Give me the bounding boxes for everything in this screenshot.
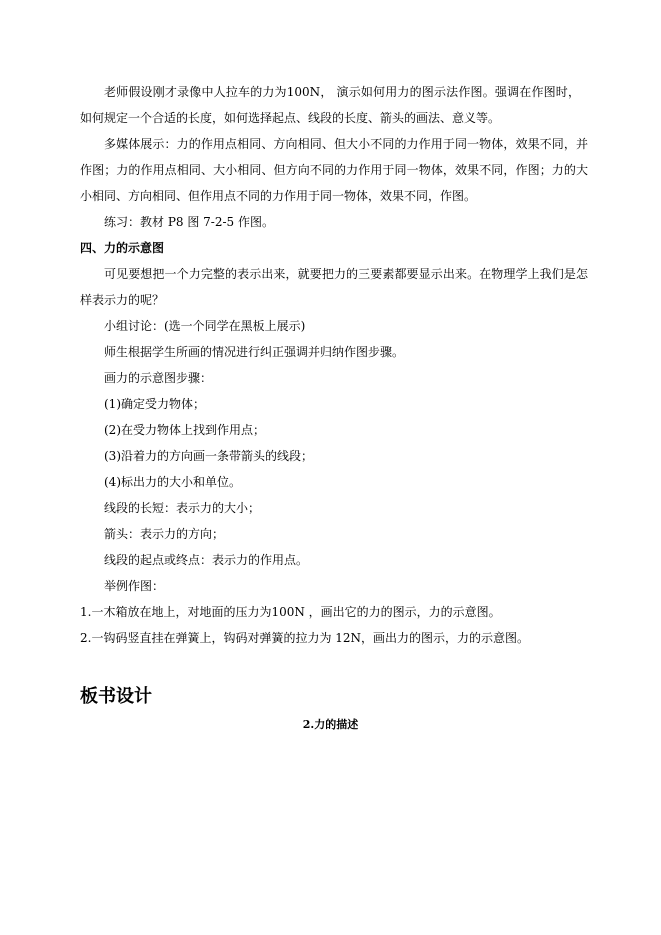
board-design-subtitle: 2.力的描述 (302, 718, 359, 731)
group-discussion-line: 小组讨论：(选一个同学在黑板上展示) (104, 319, 306, 333)
step-item: (3)沿着力的方向画一条带箭头的线段； (104, 449, 313, 463)
meaning-item: 箭头：表示力的方向； (104, 527, 225, 541)
meaning-item: 线段的起点或终点：表示力的作用点。 (104, 553, 309, 567)
example-item: 2.一钩码竖直挂在弹簧上，钩码对弹簧的拉力为 12N，画出力的图示，力的示意图。 (80, 631, 530, 645)
board-design-title: 板书设计 (80, 686, 152, 707)
step-item: (4)标出力的大小和单位。 (104, 475, 241, 489)
step-item: (1)确定受力物体； (104, 397, 205, 411)
step-item: (2)在受力物体上找到作用点； (104, 423, 265, 437)
examples-title: 举例作图： (104, 579, 165, 593)
question-paragraph: 可见要想把一个力完整的表示出来，就要把力的三要素都要显示出来。在物理学上我们是怎样表示力的呢？ (80, 267, 588, 307)
example-item: 1.一木箱放在地上，对地面的压力为100N ，画出它的力的图示，力的示意图。 (80, 605, 501, 619)
correction-line: 师生根据学生所画的情况进行纠正强调并归纳作图步骤。 (104, 345, 405, 359)
section-heading: 四、力的示意图 (80, 241, 165, 255)
steps-title: 画力的示意图步骤： (104, 371, 213, 385)
exercise-paragraph: 练习：教材 P8 图 7-2-5 作图。 (104, 215, 274, 229)
intro-paragraph: 老师假设刚才录像中人拉车的力为100N， 演示如何用力的图示法作图。强调在作图时，如何规定一个合适的长度，如何选择起点、线段的长度、箭头的画法、意义等。 (80, 85, 580, 125)
multimedia-paragraph: 多媒体展示：力的作用点相同、方向相同、但大小不同的力作用于同一物体，效果不同，并作图；力的作用点相同、大小相同、但方向不同的力作用于同一物体，效果不同，作图；力的大小相同、方向相同、但作用点不同的力作用于同一物体，效果不同，作图。 (80, 137, 588, 203)
meaning-item: 线段的长短：表示力的大小； (104, 501, 261, 515)
